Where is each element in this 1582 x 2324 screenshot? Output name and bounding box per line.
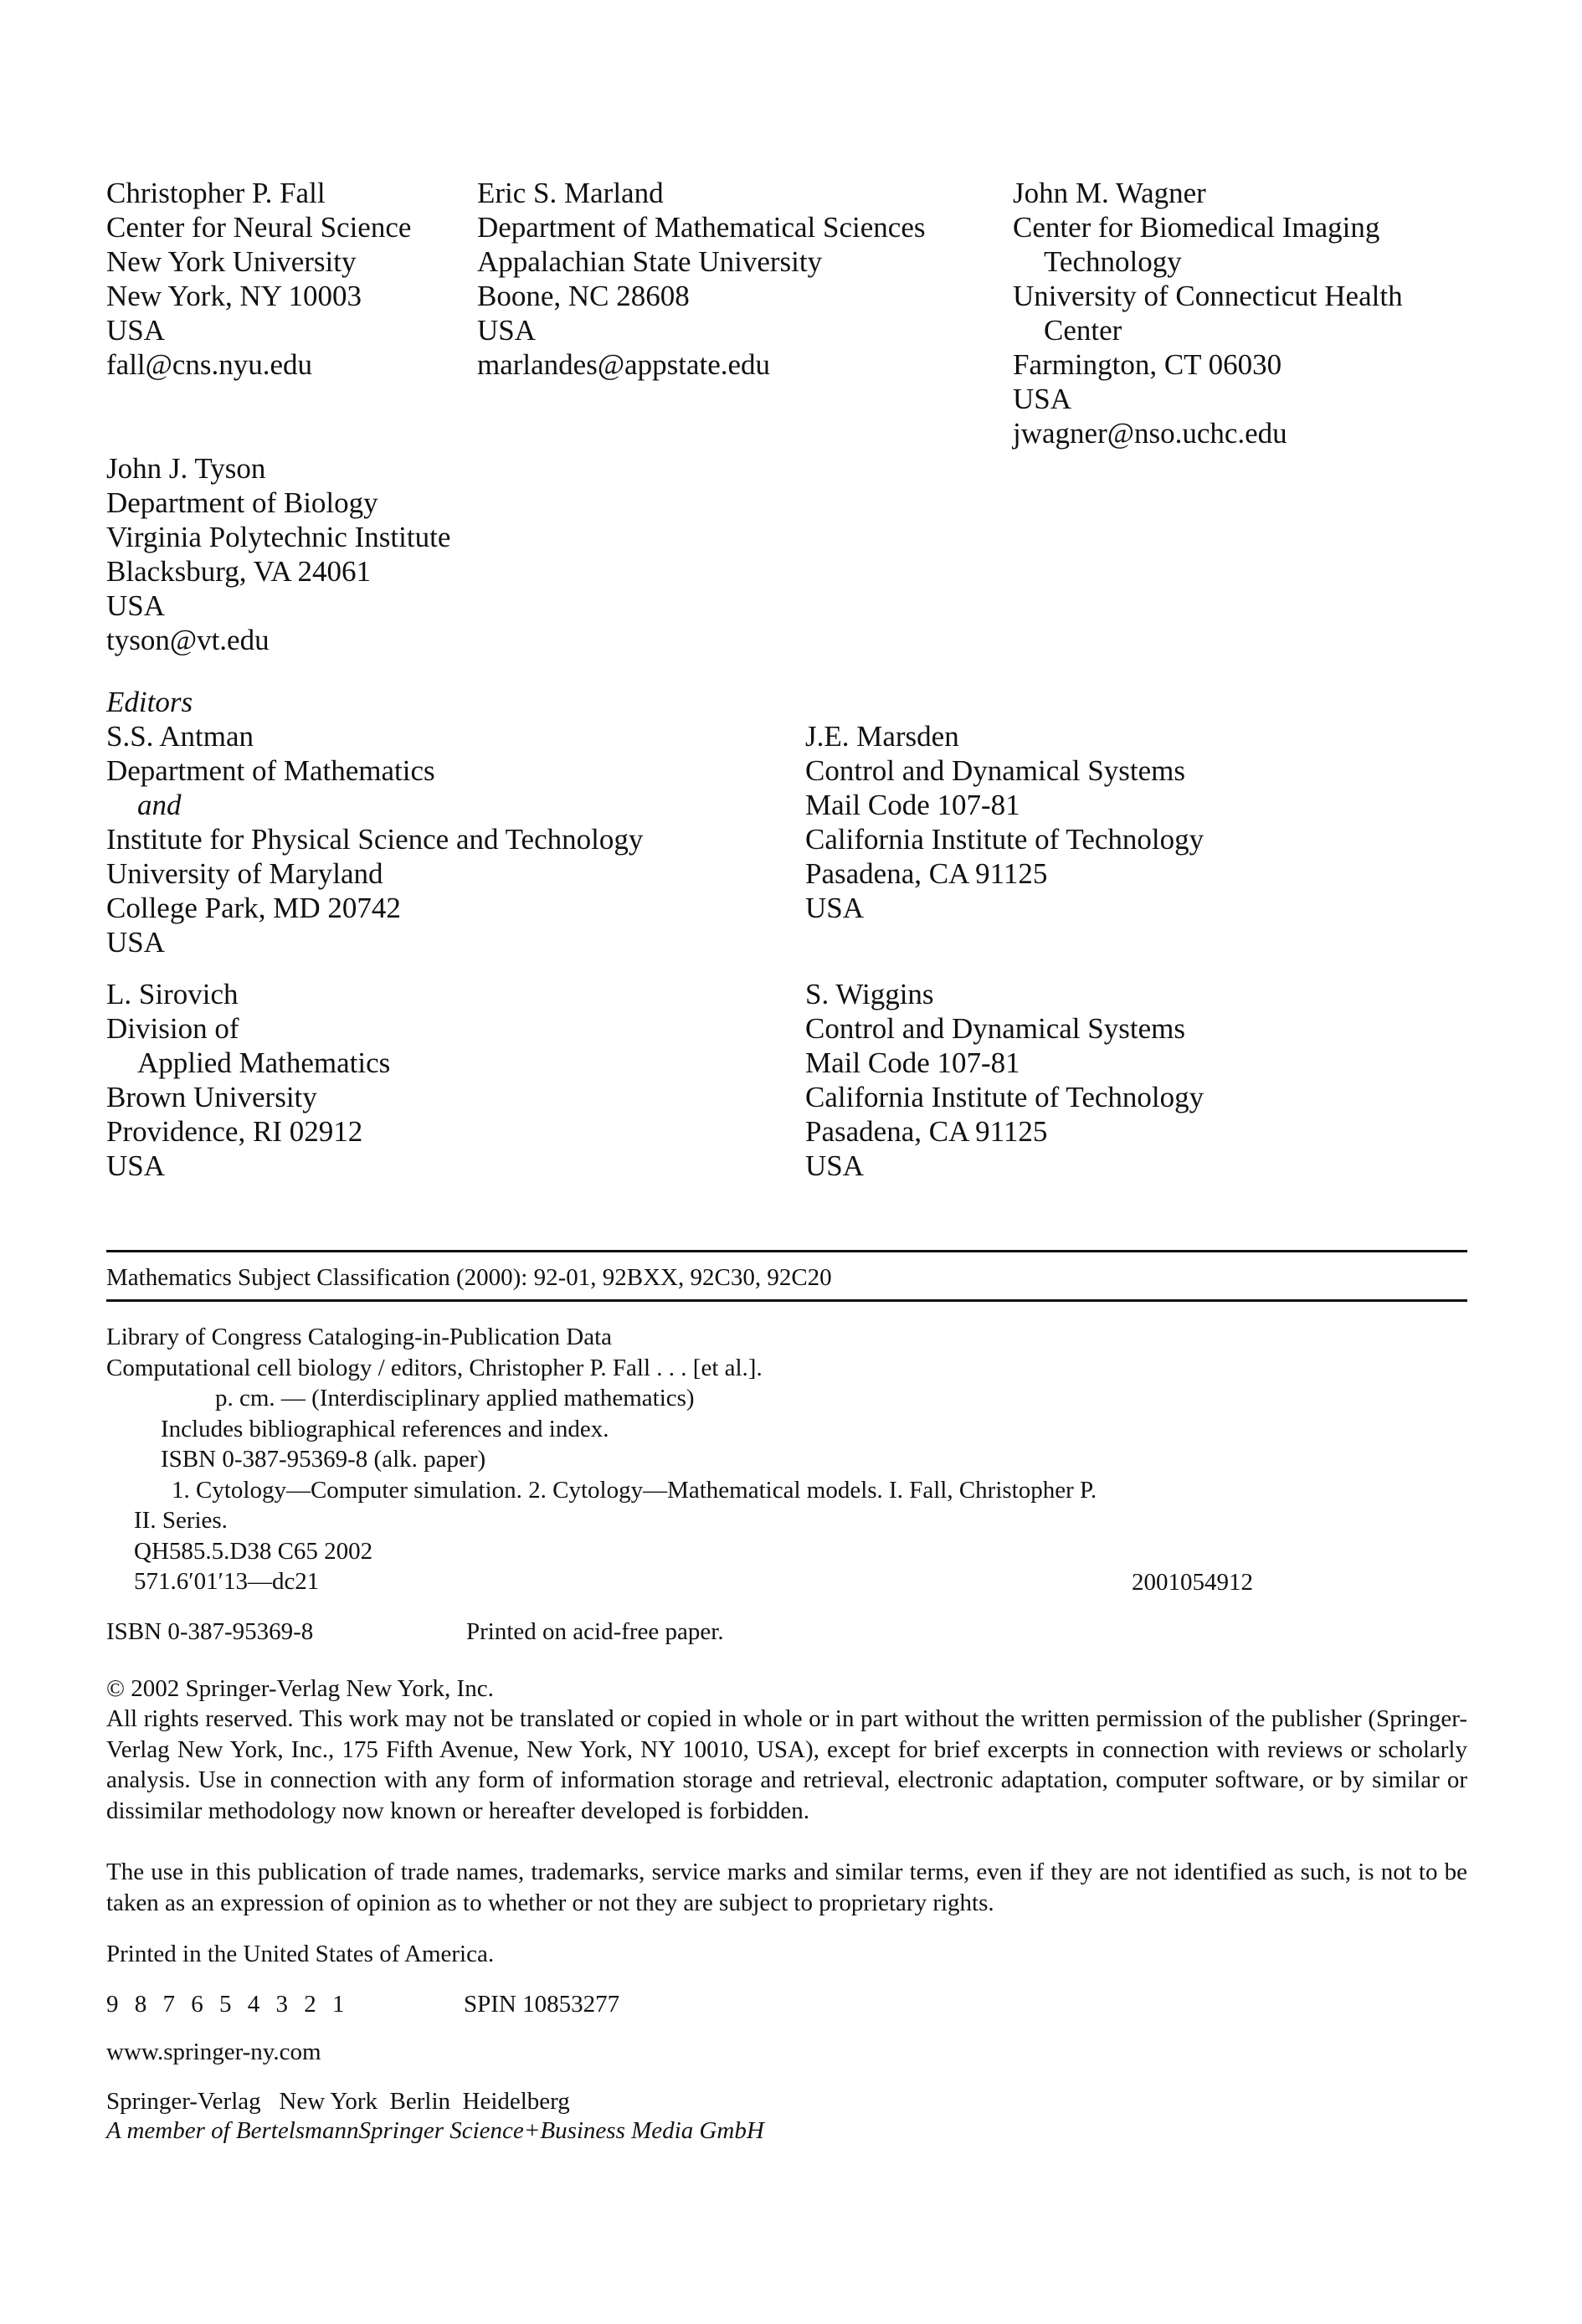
author-name: John M. Wagner (1013, 177, 1206, 209)
author-email: fall@cns.nyu.edu (106, 348, 313, 381)
editor-affiliation: Applied Mathematics (137, 1046, 391, 1079)
cip-subjects: 1. Cytology—Computer simulation. 2. Cytology—Mathematical models. I. Fall, Christopher P. (172, 1476, 1097, 1504)
author-fall (106, 176, 411, 382)
editor-address: Pasadena, CA 91125 (805, 1115, 1048, 1148)
editor-mailcode: Mail Code 107-81 (805, 1046, 1020, 1079)
editor-affiliation: Control and Dynamical Systems (805, 754, 1185, 787)
cip-series: p. cm. — (Interdisciplinary applied mathematics) (215, 1385, 695, 1411)
msc-classification: Mathematics Subject Classification (2000): 92-01, 92BXX, 92C30, 92C20 (106, 1264, 832, 1291)
author-affiliation: Center for Neural Science (106, 211, 412, 244)
author-marland (477, 176, 925, 382)
author-country: USA (106, 589, 166, 622)
cip-series-entry: II. Series. (134, 1507, 228, 1534)
editor-name: J.E. Marsden (805, 720, 959, 753)
editor-affiliation: California Institute of Technology (805, 823, 1204, 856)
editor-affiliation: Brown University (106, 1081, 317, 1113)
author-address: Blacksburg, VA 24061 (106, 555, 372, 588)
editor-address: Providence, RI 02912 (106, 1115, 363, 1148)
cip-call-number: QH585.5.D38 C65 2002 (134, 1537, 373, 1565)
editor-affiliation: University of Maryland (106, 857, 383, 890)
cip-isbn: ISBN 0-387-95369-8 (alk. paper) (161, 1446, 486, 1473)
editor-conjunction: and (137, 789, 182, 821)
cip-dewey: 571.6′01′13—dc21 (134, 1568, 320, 1595)
editor-marsden (805, 719, 1204, 925)
editor-country: USA (805, 892, 865, 924)
publisher-url: www.springer-ny.com (106, 2039, 321, 2065)
cip-title: Computational cell biology / editors, Christopher P. Fall . . . [et al.]. (106, 1354, 763, 1381)
cip-lccn: 2001054912 (1132, 1569, 1253, 1596)
author-affiliation: Appalachian State University (477, 245, 823, 278)
author-country: USA (106, 314, 166, 347)
cip-note: Includes bibliographical references and index. (161, 1415, 609, 1442)
editor-antman (106, 719, 643, 959)
copyright-line: © 2002 Springer-Verlag New York, Inc. (106, 1675, 494, 1702)
trademarks-paragraph: The use in this publication of trade names, trademarks, service marks and similar terms, even if they are not identified as such, is not to be taken as an expression of opinion as to whether or not they are subject to proprietary rights. (106, 1859, 1467, 1916)
editor-affiliation: California Institute of Technology (805, 1081, 1204, 1113)
editor-name: S.S. Antman (106, 720, 254, 753)
editor-address: Pasadena, CA 91125 (805, 857, 1048, 890)
author-affiliation: University of Connecticut Health (1013, 280, 1403, 312)
divider-bottom (106, 1299, 1467, 1302)
editor-affiliation: Institute for Physical Science and Technology (106, 823, 644, 856)
author-name: Christopher P. Fall (106, 177, 326, 209)
editor-affiliation: Division of (106, 1012, 239, 1045)
author-email: jwagner@nso.uchc.edu (1013, 417, 1287, 450)
editor-wiggins (805, 977, 1204, 1183)
cip-heading: Library of Congress Cataloging-in-Publication Data (106, 1324, 613, 1350)
cip-data (106, 1322, 1278, 1597)
editor-sirovich (106, 977, 390, 1183)
author-country: USA (477, 314, 537, 347)
editor-country: USA (106, 926, 166, 959)
editor-country: USA (106, 1149, 166, 1182)
author-wagner (1013, 176, 1403, 450)
printed-in: Printed in the United States of America. (106, 1941, 495, 1967)
author-tyson (106, 451, 450, 657)
publisher-cities: Springer-Verlag New York Berlin Heidelberg (106, 2088, 570, 2115)
author-address: Farmington, CT 06030 (1013, 348, 1282, 381)
editor-name: L. Sirovich (106, 978, 239, 1010)
author-country: USA (1013, 383, 1072, 415)
author-affiliation: New York University (106, 245, 357, 278)
editor-name: S. Wiggins (805, 978, 934, 1010)
author-affiliation: Center (1044, 314, 1122, 347)
author-affiliation: Technology (1044, 245, 1182, 278)
author-affiliation: Department of Biology (106, 486, 378, 519)
author-affiliation: Center for Biomedical Imaging (1013, 211, 1380, 244)
author-name: Eric S. Marland (477, 177, 664, 209)
editor-country: USA (805, 1149, 865, 1182)
editor-address: College Park, MD 20742 (106, 892, 401, 924)
acid-free-note: Printed on acid-free paper. (466, 1618, 724, 1645)
publisher-member: A member of BertelsmannSpringer Science+Business Media GmbH (106, 2117, 764, 2144)
isbn: ISBN 0-387-95369-8 (106, 1618, 314, 1645)
author-email: marlandes@appstate.edu (477, 348, 771, 381)
divider-top (106, 1250, 1467, 1252)
rights-paragraph: All rights reserved. This work may not be translated or copied in whole or in part without the written permission of the publisher (Springer-Verlag New York, Inc., 175 Fifth Avenue, New York, NY 10010, USA), except for brief excerpts in connection with reviews or scholarly analysis. Use in connection with any form of information storage and retrieval, electronic adaptation, computer software, or by similar or dissimilar methodology now known or hereafter developed is forbidden. (106, 1705, 1467, 1824)
print-run-numbers: 9 8 7 6 5 4 3 2 1 (106, 1991, 350, 2018)
author-affiliation: Virginia Polytechnic Institute (106, 521, 451, 553)
author-address: Boone, NC 28608 (477, 280, 690, 312)
author-email: tyson@vt.edu (106, 624, 270, 656)
spin-number: SPIN 10853277 (464, 1991, 620, 2018)
author-address: New York, NY 10003 (106, 280, 362, 312)
author-affiliation: Department of Mathematical Sciences (477, 211, 926, 244)
editors-heading: Editors (106, 686, 193, 718)
author-name: John J. Tyson (106, 452, 266, 485)
editor-mailcode: Mail Code 107-81 (805, 789, 1020, 821)
editor-affiliation: Department of Mathematics (106, 754, 435, 787)
editor-affiliation: Control and Dynamical Systems (805, 1012, 1185, 1045)
